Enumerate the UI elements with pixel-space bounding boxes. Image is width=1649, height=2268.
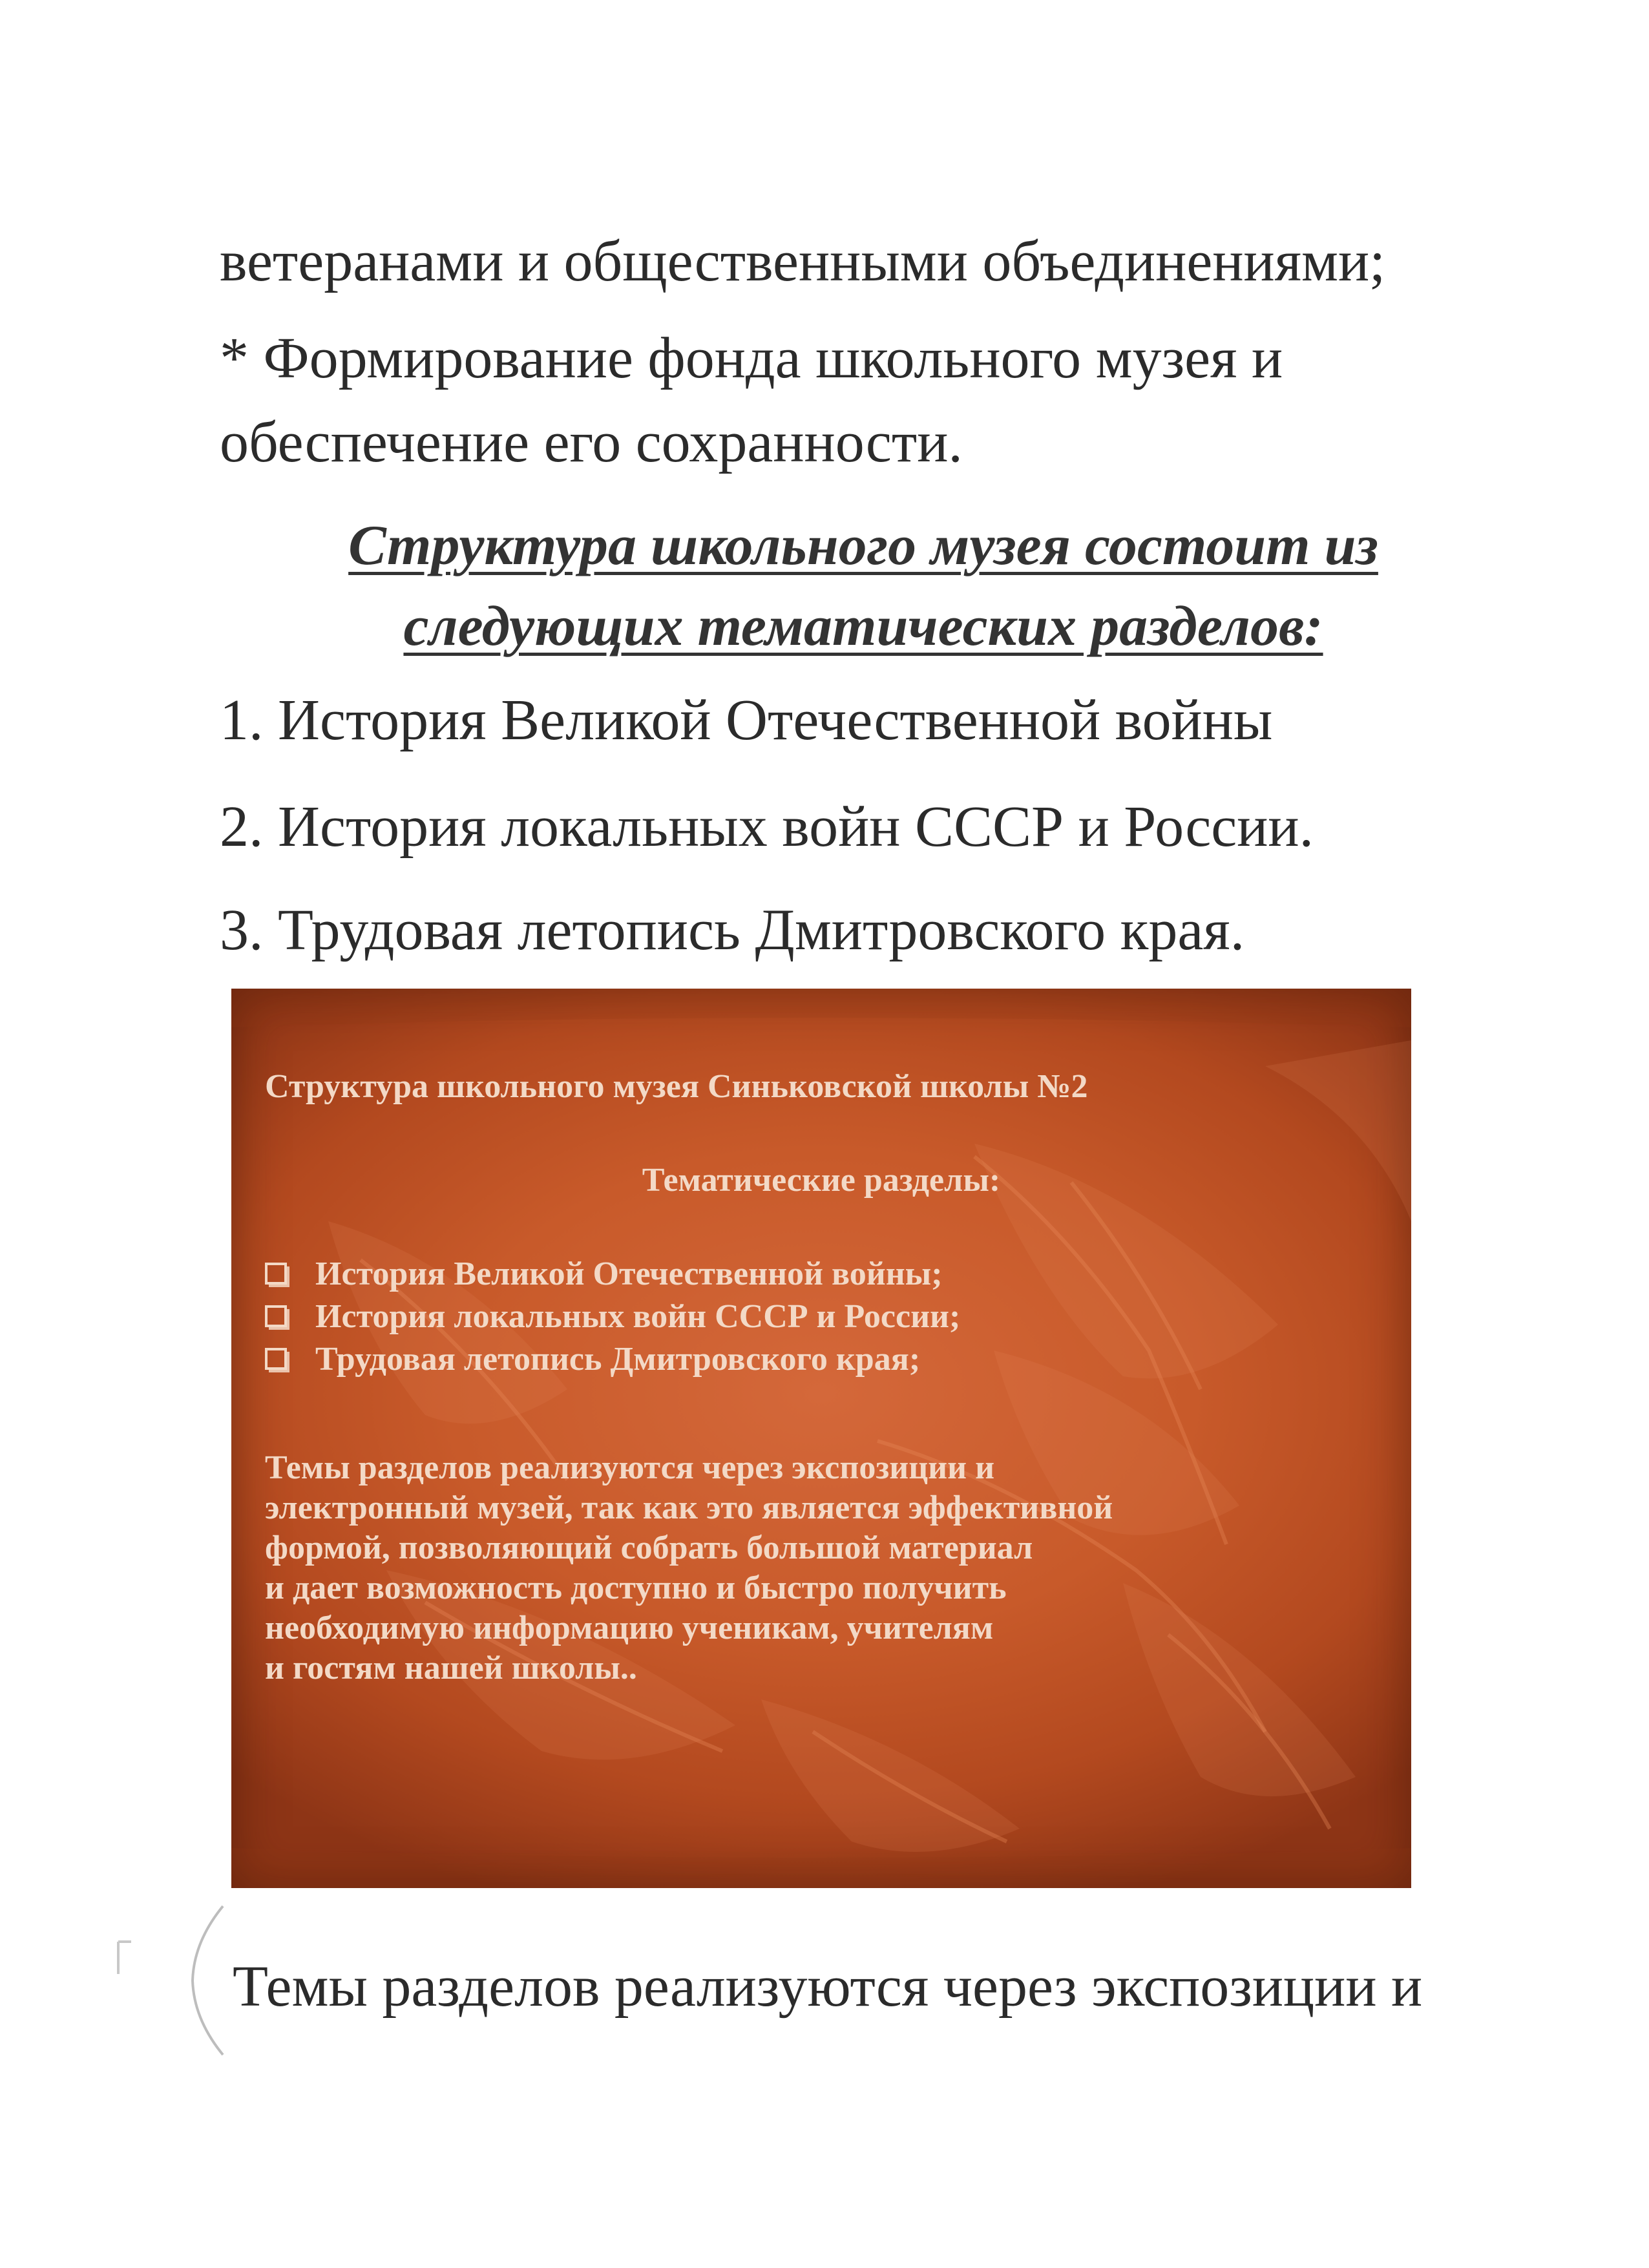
body-text-line: обеспечение его сохранности. <box>220 410 963 474</box>
slide-paragraph-line: необходимую информацию ученикам, учителям <box>265 1610 994 1646</box>
section-heading: Структура школьного музея состоит из <box>348 514 1378 577</box>
checkbox-bullet-icon <box>265 1305 287 1327</box>
slide-subtitle: Тематические разделы: <box>642 1162 1001 1199</box>
slide-bullet-text: История Великой Отечественной войны; <box>315 1255 943 1292</box>
list-item: 2. История локальных войн СССР и России. <box>220 795 1314 859</box>
margin-bracket-mark <box>187 1903 226 2058</box>
slide-paragraph-line: и дает возможность доступно и быстро получить <box>265 1570 1007 1606</box>
footer-text-line: Темы разделов реализуются через экспозиции и <box>233 1955 1423 2019</box>
checkbox-bullet-icon <box>265 1348 287 1370</box>
list-item: 1. История Великой Отечественной войны <box>220 688 1273 752</box>
body-text-line: * Формирование фонда школьного музея и <box>220 326 1283 390</box>
margin-scan-mark <box>115 1938 134 1977</box>
slide-bullet-text: Трудовая летопись Дмитровского края; <box>315 1341 921 1378</box>
slide-paragraph-line: формой, позволяющий собрать большой материал <box>265 1529 1033 1566</box>
body-text-line: ветеранами и общественными объединениями; <box>220 229 1386 293</box>
slide-bullet-text: История локальных войн СССР и России; <box>315 1298 961 1335</box>
slide-image <box>231 989 1411 1888</box>
section-heading: следующих тематических разделов: <box>403 595 1323 658</box>
list-item: 3. Трудовая летопись Дмитровского края. <box>220 898 1245 962</box>
slide-title: Структура школьного музея Синьковской школы №2 <box>265 1068 1088 1105</box>
slide-paragraph-line: и гостям нашей школы.. <box>265 1650 637 1686</box>
checkbox-bullet-icon <box>265 1263 287 1285</box>
slide-paragraph-line: электронный музей, так как это является эффективной <box>265 1489 1113 1526</box>
slide-paragraph-line: Темы разделов реализуются через экспозиции и <box>265 1449 995 1486</box>
leaf-pattern-decoration <box>231 989 1411 1888</box>
